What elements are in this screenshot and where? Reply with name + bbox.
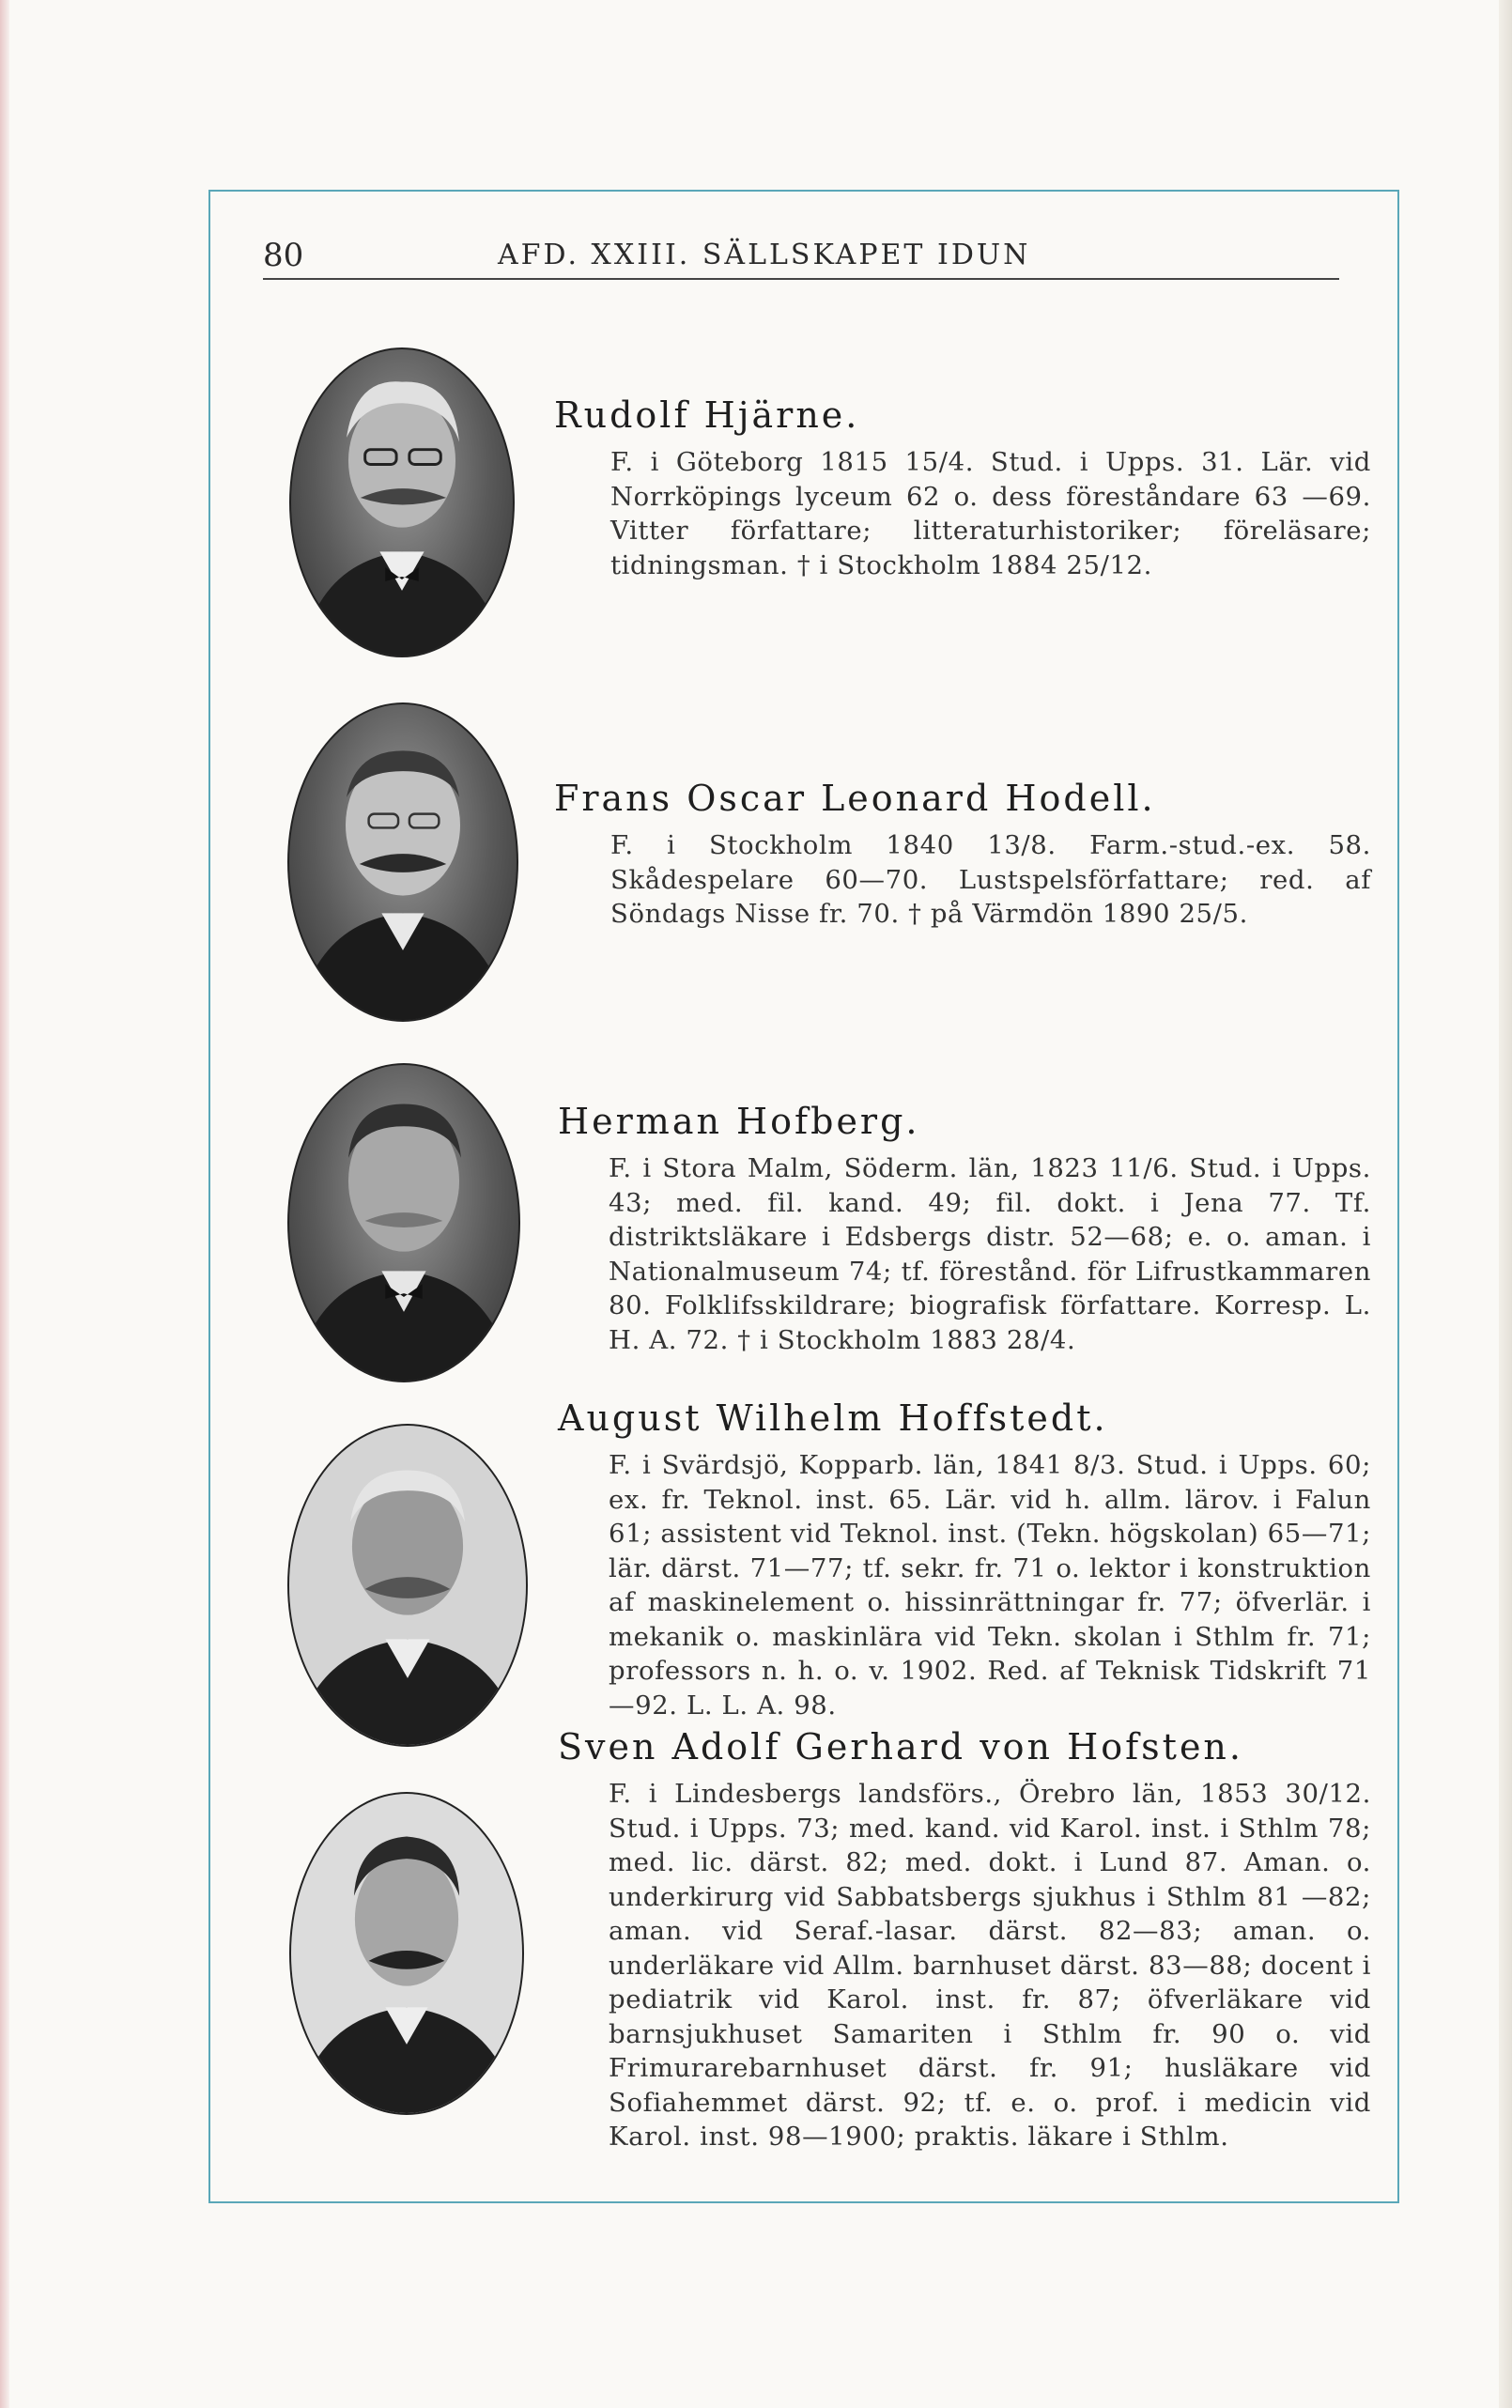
entry-bio bbox=[554, 445, 1371, 582]
entry-name: Rudolf Hjärne. bbox=[554, 394, 860, 436]
section-title: AFD. XXIII. SÄLLSKAPET IDUN bbox=[498, 239, 1031, 271]
entry-bio-text: F. i Stora Malm, Söderm. län, 1823 11/6. Stud. i Upps. 43; med. fil. kand. 49; fil. dokt. i Jena 77. Tf. distriktsläkare i Edsbergs distr. 52—68; e. o. aman. i Nationalmuseum 74; tf. förestånd. för Lifrustkammaren 80. Folklifsskildrare; biografisk författare. Korresp. L. H. A. 72. † i Stockholm 1883 28/4. bbox=[609, 1153, 1371, 1355]
entry-frans-hodell bbox=[554, 778, 1371, 932]
portrait-frans-hodell bbox=[287, 702, 518, 1022]
entry-bio-text: F. i Svärdsjö, Kopparb. län, 1841 8/3. Stud. i Upps. 60; ex. fr. Teknol. inst. 65. Lär. vid h. allm. lärov. i Falun 61; assistent vid Teknol. inst. (Tekn. högskolan) 65—71; lär. därst. 71—77; tf. sekr. fr. 71 o. lektor i konstruktion af maskinelement o. hissinrättningar fr. 77; öfverlär. i mekanik o. maskinlära vid Tekn. skolan i Sthlm fr. 71; professors n. h. o. v. 1902. Red. af Teknisk Tidskrift 71—92. L. L. A. 98. bbox=[609, 1450, 1371, 1721]
page-edge-left bbox=[0, 0, 9, 2408]
entry-bio bbox=[558, 1448, 1371, 1722]
entry-bio-text: F. i Stockholm 1840 13/8. Farm.-stud.-ex. 58. Skådespelare 60—70. Lustspelsförfattare; red. af Söndags Nisse fr. 70. † på Värmdön 1890 25/5. bbox=[610, 830, 1371, 929]
entry-bio bbox=[558, 1151, 1371, 1357]
entry-name: Frans Oscar Leonard Hodell. bbox=[554, 778, 1156, 819]
entry-bio-text: F. i Lindesbergs landsförs., Örebro län, 1853 30/12. Stud. i Upps. 73; med. kand. vid Karol. inst. i Sthlm 78; med. lic. därst. 82; med. dokt. i Lund 87. Aman. o. underkirurg vid Sabbatsbergs sjukhus i Sthlm 81 —82; aman. vid Seraf.-lasar. därst. 82—83; aman. o. underläkare vid Allm. barnhuset därst. 83—88; docent i pediatrik vid Karol. inst. fr. 87; öfverläkare vid barnsjukhuset Samariten i Sthlm fr. 90 o. vid Frimurarebarnhuset därst. fr. 91; husläkare vid Sofiahemmet därst. 92; tf. e. o. prof. i medicin vid Karol. inst. 98—1900; praktis. läkare i Sthlm. bbox=[609, 1779, 1371, 2152]
header-rule bbox=[263, 278, 1339, 280]
entry-herman-hofberg bbox=[558, 1101, 1371, 1357]
portrait-august-hoffstedt bbox=[287, 1424, 528, 1747]
portrait-sven-von-hofsten bbox=[289, 1792, 524, 2115]
entry-august-hoffstedt bbox=[558, 1397, 1371, 1722]
page-edge-right bbox=[1499, 0, 1512, 2408]
entry-bio bbox=[558, 1777, 1371, 2154]
entry-name: Herman Hofberg. bbox=[558, 1101, 920, 1142]
page-header bbox=[263, 237, 1352, 282]
entry-sven-von-hofsten bbox=[558, 1726, 1371, 2154]
entry-bio bbox=[554, 828, 1371, 932]
entry-rudolf-hjarne bbox=[554, 394, 1371, 582]
portrait-herman-hofberg bbox=[287, 1063, 520, 1382]
portrait-rudolf-hjarne bbox=[289, 347, 515, 657]
entry-bio-text: F. i Göteborg 1815 15/4. Stud. i Upps. 31. Lär. vid Norrköpings lyceum 62 o. dess föreståndare 63 —69. Vitter författare; litteraturhistoriker; föreläsare; tidningsman. † i Stockholm 1884 25/12. bbox=[610, 447, 1371, 580]
entry-name: Sven Adolf Gerhard von Hofsten. bbox=[558, 1726, 1243, 1767]
page-number: 80 bbox=[263, 237, 304, 274]
entry-name: August Wilhelm Hoffstedt. bbox=[558, 1397, 1108, 1439]
